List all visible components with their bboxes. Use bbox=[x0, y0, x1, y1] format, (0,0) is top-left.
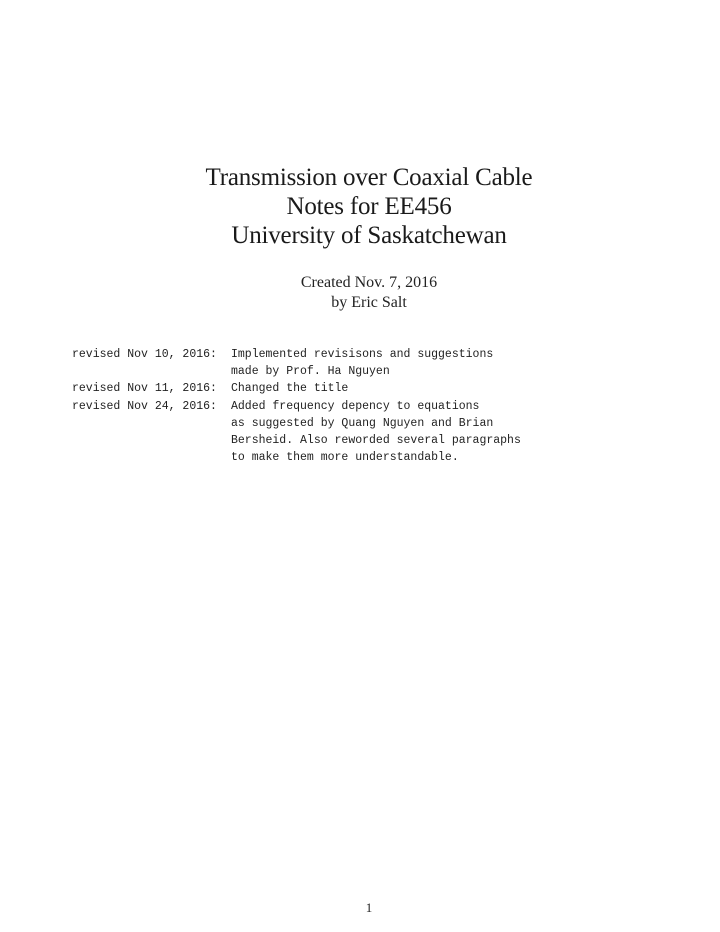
revision-entry bbox=[72, 346, 672, 380]
document-subtitle-course: Notes for EE456 bbox=[286, 193, 452, 220]
revision-description-line: made by Prof. Ha Nguyen bbox=[231, 365, 390, 379]
revision-history bbox=[72, 346, 672, 466]
revision-description-line: Added frequency depency to equations bbox=[231, 399, 480, 413]
revision-entry bbox=[72, 380, 672, 397]
revision-date: revised Nov 11, 2016: bbox=[72, 382, 217, 396]
revision-description bbox=[231, 398, 672, 467]
revision-description bbox=[231, 346, 672, 380]
revision-description-line: as suggested by Quang Nguyen and Brian bbox=[231, 416, 494, 430]
revision-entry bbox=[72, 398, 672, 467]
revision-date: revised Nov 24, 2016: bbox=[72, 399, 217, 413]
page-number: 1 bbox=[365, 900, 373, 915]
revision-description-line: Bersheid. Also reworded several paragraphs bbox=[231, 434, 521, 448]
created-date: Created Nov. 7, 2016 bbox=[300, 274, 438, 291]
revision-description bbox=[231, 380, 672, 397]
document-subtitle-university: University of Saskatchewan bbox=[231, 222, 507, 249]
title-block bbox=[0, 163, 720, 250]
revision-description-line: Implemented revisisons and suggestions bbox=[231, 348, 494, 361]
meta-block bbox=[0, 273, 720, 313]
revision-description-line: to make them more understandable. bbox=[231, 451, 459, 465]
author-line: by Eric Salt bbox=[331, 294, 407, 311]
revision-description-line: Changed the title bbox=[231, 382, 349, 396]
revision-date: revised Nov 10, 2016: bbox=[72, 348, 217, 361]
document-title: Transmission over Coaxial Cable bbox=[205, 164, 533, 191]
